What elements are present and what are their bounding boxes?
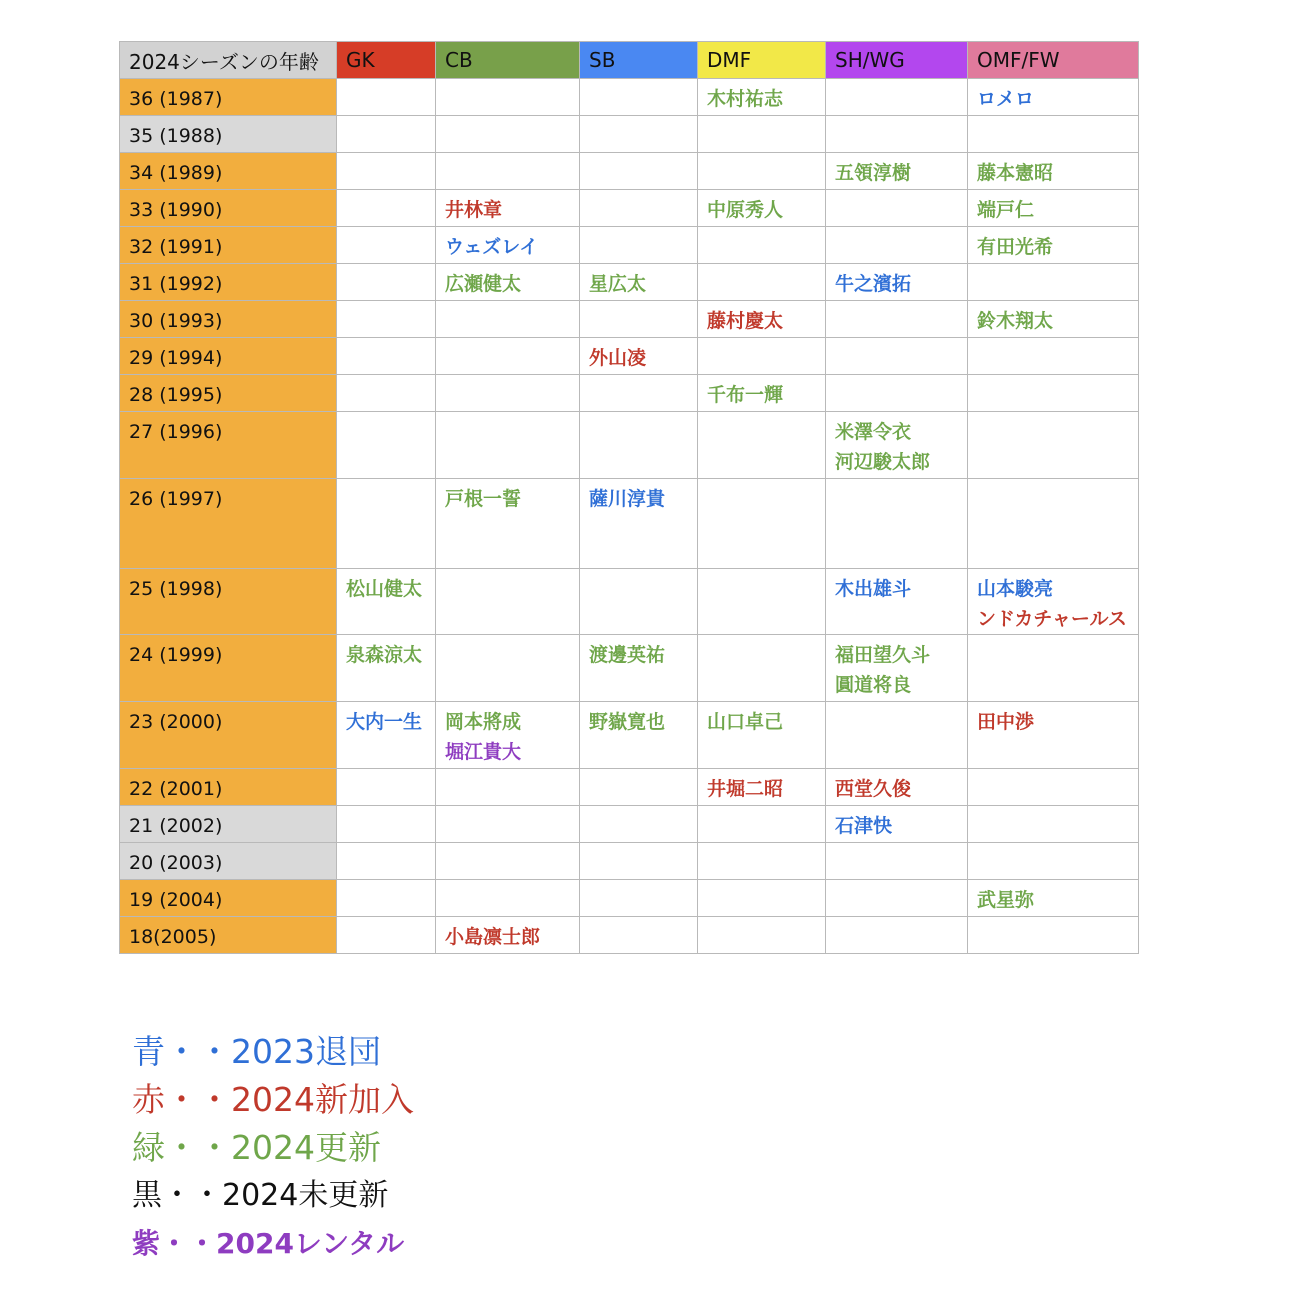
cell-gk [337,635,436,702]
player-name: 小島凛士郎 [445,926,541,948]
cell-dmf [698,635,826,702]
player-name: 外山凌 [589,347,647,369]
player-name: 福田望久斗 [835,644,931,666]
cell-cb [436,79,580,116]
table-row [120,301,1139,338]
cell-cb [436,301,580,338]
player-name: 岡本將成 [445,711,522,733]
cell-cb [436,569,580,635]
cell-cb [436,412,580,479]
cell-sb [580,569,698,635]
cell-sh-wg [826,264,968,301]
age-cell: 22 (2001) [120,769,337,806]
player-name: 西堂久俊 [835,778,912,800]
cell-dmf [698,412,826,479]
table-row [120,635,1139,702]
cell-gk [337,79,436,116]
cell-cb [436,375,580,412]
player-name: 泉森涼太 [346,644,423,666]
cell-sh-wg [826,769,968,806]
cell-sb [580,843,698,880]
cell-gk [337,479,436,569]
cell-omf-fw [968,569,1139,635]
cell-omf-fw [968,917,1139,954]
player-name: 武星弥 [977,889,1035,911]
cell-sh-wg [826,917,968,954]
cell-sh-wg [826,301,968,338]
cell-sh-wg [826,479,968,569]
cell-cb [436,702,580,769]
cell-cb [436,880,580,917]
cell-omf-fw [968,338,1139,375]
cell-sb [580,338,698,375]
header-gk: GK [337,42,436,79]
cell-sb [580,301,698,338]
cell-omf-fw [968,880,1139,917]
player-name: 牛之濱拓 [835,273,912,295]
cell-sh-wg [826,227,968,264]
player-name: 五領淳樹 [835,162,912,184]
cell-omf-fw [968,301,1139,338]
legend-item-purple: 紫・・2024レンタル [132,1227,405,1260]
cell-sh-wg [826,190,968,227]
player-name: 松山健太 [346,578,423,600]
table-row [120,116,1139,153]
player-name: 山本駿亮 [977,578,1054,600]
age-cell: 23 (2000) [120,702,337,769]
player-name: 千布一輝 [707,384,784,406]
age-cell: 30 (1993) [120,301,337,338]
cell-gk [337,917,436,954]
cell-omf-fw [968,479,1139,569]
age-cell: 29 (1994) [120,338,337,375]
player-name: ンドカチャールス [977,608,1127,630]
cell-dmf [698,338,826,375]
age-cell: 28 (1995) [120,375,337,412]
cell-dmf [698,769,826,806]
player-name: 戸根一誓 [445,488,522,510]
table-row [120,917,1139,954]
cell-omf-fw [968,153,1139,190]
table-row [120,153,1139,190]
cell-cb [436,264,580,301]
cell-cb [436,116,580,153]
cell-omf-fw [968,79,1139,116]
age-cell: 31 (1992) [120,264,337,301]
header-omf-fw: OMF/FW [968,42,1139,79]
cell-dmf [698,806,826,843]
cell-dmf [698,153,826,190]
player-name: 堀江貴大 [445,741,522,763]
cell-gk [337,227,436,264]
age-cell: 35 (1988) [120,116,337,153]
age-cell: 24 (1999) [120,635,337,702]
cell-omf-fw [968,227,1139,264]
cell-sh-wg [826,412,968,479]
table-body [120,79,1139,954]
age-cell: 34 (1989) [120,153,337,190]
player-name: 星広太 [589,273,647,295]
cell-sh-wg [826,880,968,917]
table-row [120,702,1139,769]
cell-cb [436,769,580,806]
cell-sb [580,264,698,301]
table-row [120,479,1139,569]
player-name: 木出雄斗 [835,578,912,600]
cell-gk [337,116,436,153]
player-name: 薩川淳貴 [589,488,666,510]
legend-item-red: 赤・・2024新加入 [132,1080,414,1119]
player-name: 中原秀人 [707,199,784,221]
cell-sb [580,375,698,412]
cell-gk [337,153,436,190]
header-sh-wg: SH/WG [826,42,968,79]
cell-cb [436,635,580,702]
cell-sb [580,635,698,702]
header-cb: CB [436,42,580,79]
age-cell: 20 (2003) [120,843,337,880]
cell-sb [580,153,698,190]
cell-sh-wg [826,116,968,153]
table-row [120,806,1139,843]
cell-sh-wg [826,375,968,412]
cell-sb [580,412,698,479]
player-name: 米澤令衣 [835,421,912,443]
legend-item-blue: 青・・2023退団 [132,1032,381,1071]
cell-omf-fw [968,702,1139,769]
cell-cb [436,227,580,264]
player-name: 田中渉 [977,711,1035,733]
cell-sb [580,116,698,153]
cell-gk [337,843,436,880]
table-row [120,79,1139,116]
legend-item-black: 黒・・2024未更新 [132,1178,389,1213]
cell-sh-wg [826,338,968,375]
player-name: 渡邊英祐 [589,644,666,666]
age-cell: 18(2005) [120,917,337,954]
cell-sb [580,79,698,116]
player-name: 広瀬健太 [445,273,522,295]
table-row [120,375,1139,412]
player-name: 藤村慶太 [707,310,784,332]
cell-sb [580,806,698,843]
player-name: 有田光希 [977,236,1054,258]
age-cell: 27 (1996) [120,412,337,479]
player-name: 井林章 [445,199,503,221]
cell-dmf [698,917,826,954]
cell-gk [337,806,436,843]
cell-gk [337,702,436,769]
player-name: 鈴木翔太 [977,310,1054,332]
cell-gk [337,190,436,227]
cell-dmf [698,227,826,264]
cell-gk [337,412,436,479]
cell-omf-fw [968,843,1139,880]
player-name: 山口卓己 [707,711,784,733]
age-cell: 25 (1998) [120,569,337,635]
player-name: 端戸仁 [977,199,1035,221]
table-row [120,264,1139,301]
header-sb: SB [580,42,698,79]
player-name: 藤本憲昭 [977,162,1054,184]
cell-sb [580,917,698,954]
cell-cb [436,153,580,190]
cell-sh-wg [826,569,968,635]
cell-dmf [698,702,826,769]
age-cell: 21 (2002) [120,806,337,843]
table-row [120,412,1139,479]
cell-cb [436,479,580,569]
age-cell: 36 (1987) [120,79,337,116]
legend-item-green: 緑・・2024更新 [132,1128,381,1167]
cell-sh-wg [826,153,968,190]
cell-dmf [698,843,826,880]
cell-sh-wg [826,635,968,702]
cell-omf-fw [968,806,1139,843]
age-cell: 32 (1991) [120,227,337,264]
player-name: 河辺駿太郎 [835,451,931,473]
table-row [120,227,1139,264]
cell-sb [580,702,698,769]
cell-omf-fw [968,375,1139,412]
cell-sh-wg [826,843,968,880]
player-name: 井堀二昭 [707,778,784,800]
age-cell: 26 (1997) [120,479,337,569]
player-name: 木村祐志 [707,88,784,110]
table-row [120,190,1139,227]
player-name: 圓道将良 [835,674,912,696]
cell-omf-fw [968,635,1139,702]
cell-cb [436,843,580,880]
cell-cb [436,190,580,227]
cell-gk [337,375,436,412]
table-row [120,338,1139,375]
cell-cb [436,806,580,843]
cell-dmf [698,190,826,227]
cell-dmf [698,264,826,301]
cell-dmf [698,880,826,917]
table-row [120,569,1139,635]
player-name: ロメロ [977,88,1035,110]
cell-omf-fw [968,190,1139,227]
cell-cb [436,338,580,375]
age-cell: 19 (2004) [120,880,337,917]
cell-omf-fw [968,116,1139,153]
player-name: 石津快 [835,815,893,837]
cell-gk [337,264,436,301]
cell-omf-fw [968,769,1139,806]
cell-sb [580,769,698,806]
cell-gk [337,569,436,635]
age-position-table [119,41,1139,954]
cell-sb [580,227,698,264]
header-dmf: DMF [698,42,826,79]
header-row [120,42,1139,79]
table-row [120,843,1139,880]
color-legend [132,1028,414,1268]
cell-dmf [698,375,826,412]
player-name: 大内一生 [346,711,423,733]
cell-gk [337,301,436,338]
cell-gk [337,769,436,806]
cell-sh-wg [826,806,968,843]
age-cell: 33 (1990) [120,190,337,227]
cell-sb [580,190,698,227]
cell-dmf [698,569,826,635]
player-name: ウェズレイ [445,236,539,258]
table-row [120,880,1139,917]
cell-gk [337,338,436,375]
cell-dmf [698,116,826,153]
cell-dmf [698,479,826,569]
cell-omf-fw [968,264,1139,301]
player-name: 野嶽寛也 [589,711,666,733]
cell-gk [337,880,436,917]
cell-dmf [698,301,826,338]
header-age: 2024シーズンの年齢 [120,42,337,79]
cell-cb [436,917,580,954]
cell-omf-fw [968,412,1139,479]
table-row [120,769,1139,806]
cell-dmf [698,79,826,116]
cell-sh-wg [826,79,968,116]
cell-sb [580,479,698,569]
cell-sh-wg [826,702,968,769]
cell-sb [580,880,698,917]
